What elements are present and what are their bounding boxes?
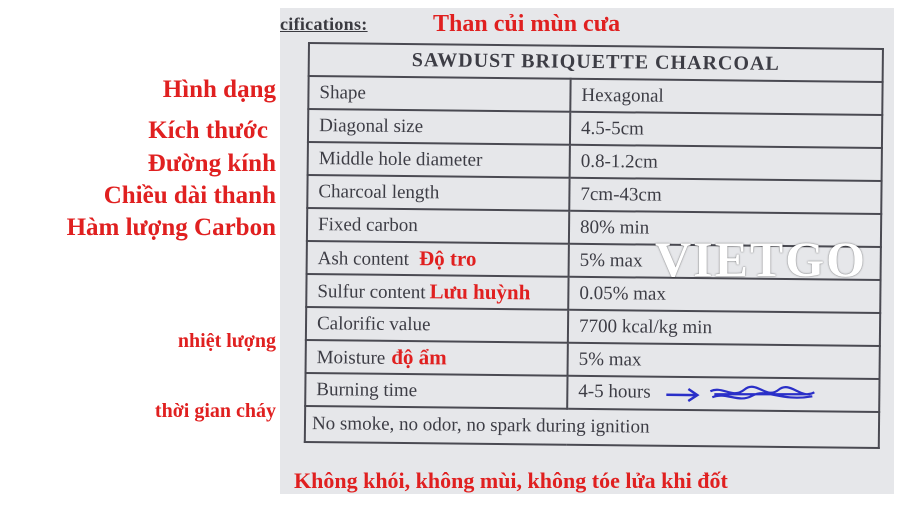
row-value: 5% max (568, 343, 880, 379)
row-label: Middle hole diameter (308, 142, 570, 178)
pen-arrow-scribble-icon (663, 383, 823, 407)
row-value: 0.8-1.2cm (570, 145, 882, 181)
vn-label-calorific: nhiệt lượng (177, 330, 276, 352)
row-label: Diagonal size (308, 109, 570, 145)
row-value: 80% min (569, 211, 881, 247)
row-label-with-annotation (306, 274, 568, 310)
vietgo-watermark: VIETGO (655, 231, 868, 287)
row-value: 4.5-5cm (570, 112, 882, 148)
table-title: SAWDUST BRIQUETTE CHARCOAL (309, 43, 883, 82)
vn-label-carbon: Hàm lượng Carbon (66, 214, 276, 241)
spec-heading: cifications: (280, 14, 368, 34)
row-label-with-annotation (306, 340, 568, 376)
vn-label-burning-time: thời gian cháy (154, 400, 276, 422)
inline-vn-annotation: độ ẩm (391, 344, 447, 370)
row-value: 7700 kcal/kg min (568, 310, 880, 346)
vn-label-shape: Hình dạng (162, 76, 276, 103)
product-caption-vn: Than củi mùn cưa (433, 11, 621, 37)
inline-vn-annotation: Độ tro (418, 246, 477, 271)
spec-sheet-photo (280, 8, 894, 494)
table-row-note (305, 406, 879, 448)
row-value: 0.05% max (568, 277, 880, 313)
row-value-cell (567, 376, 879, 412)
vn-label-diagonal-size: Kích thước (148, 117, 268, 144)
row-label-with-annotation (307, 241, 569, 277)
row-label: Burning time (305, 373, 567, 409)
row-label: Fixed carbon (307, 208, 569, 244)
inline-vn-annotation: Lưu huỳnh (429, 279, 531, 305)
row-label: Calorific value (306, 307, 568, 343)
row-value: 7cm-43cm (569, 178, 881, 214)
row-value: 4-5 hours (578, 381, 651, 403)
row-label: Ash content (317, 248, 410, 271)
row-label: Charcoal length (307, 175, 569, 211)
row-value: 5% max (569, 244, 881, 280)
vn-label-diameter: Đường kính (147, 150, 276, 177)
row-value: Hexagonal (570, 79, 882, 115)
note-text: No smoke, no odor, no spark during ignition (305, 406, 879, 448)
bottom-caption-vn: Không khói, không mùi, không tóe lửa khi đốt (294, 468, 728, 493)
row-label: Shape (308, 76, 570, 112)
row-label: Sulfur content (317, 281, 426, 304)
vn-label-length: Chiều dài thanh (103, 182, 276, 209)
row-label: Moisture (316, 347, 386, 369)
